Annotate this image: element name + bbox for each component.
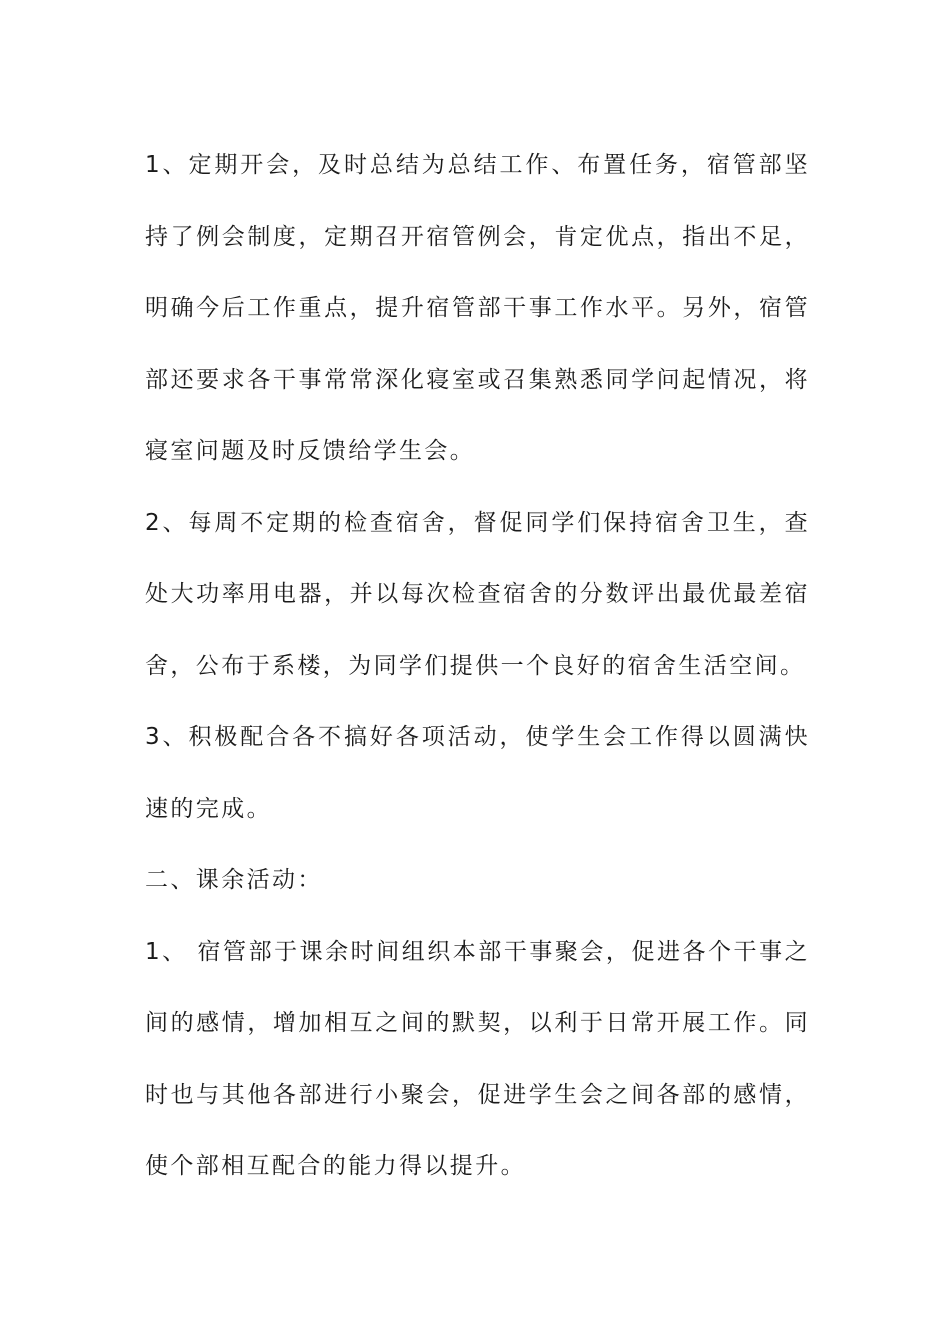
paragraph-4-gatherings: 1、 宿管部于课余时间组织本部干事聚会，促进各个干事之间的感情，增加相互之间的默契，以利于日常开展工作。同时也与其他各部进行小聚会，促进学生会之间各部的感情，使个部相互配合的能力得以提升。	[145, 938, 810, 1179]
section-heading-extracurricular: 二、课余活动：	[145, 867, 323, 893]
document-body	[145, 130, 810, 1203]
paragraph-2-dorm-inspection: 2、每周不定期的检查宿舍，督促同学们保持宿舍卫生，查处大功率用电器，并以每次检查宿舍的分数评出最优最差宿舍，公布于系楼，为同学们提供一个良好的宿舍生活空间。	[145, 509, 810, 679]
paragraph-3-cooperation: 3、积极配合各不搞好各项活动，使学生会工作得以圆满快速的完成。	[145, 724, 810, 822]
paragraph-1-regular-meetings: 1、定期开会，及时总结为总结工作、布置任务，宿管部坚持了例会制度，定期召开宿管例会，肯定优点，指出不足，明确今后工作重点，提升宿管部干事工作水平。另外，宿管部还要求各干事常常深化寝室或召集熟悉同学问起情况，将寝室问题及时反馈给学生会。	[145, 152, 810, 464]
